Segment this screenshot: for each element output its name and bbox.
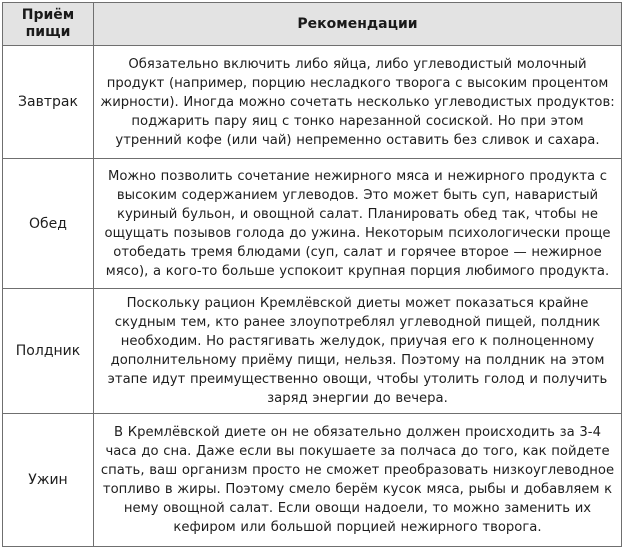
header-recommendations: Рекомендации xyxy=(94,3,622,46)
table-body xyxy=(3,46,622,547)
table-row xyxy=(3,159,622,289)
recommendation-text: В Кремлёвской диете он не обязательно должен происходить за 3-4 часа до сна. Даже если вы покушаете за полчаса до того, как пойдете спать, ваш организм просто не сможет преобразовать низкоуглеводное топливо в жиры. Поэтому смело берём кусок мяса, рыбы и добавляем к нему овощной салат. Если овощи надоели, то можно заменить их кефиром или большой порцией нежирного творога. xyxy=(94,413,622,546)
table-row xyxy=(3,289,622,413)
recommendation-text: Можно позволить сочетание нежирного мяса и нежирного продукта с высоким содержанием углеводов. Это может быть суп, наваристый куриный бульон, и овощной салат. Планировать обед так, чтобы не ощущать позывов голода до ужина. Некоторым психологически проще отобедать тремя блюдами (суп, салат и горячее второе — нежирное мясо), а кого-то больше успокоит крупная порция любимого продукта. xyxy=(94,159,622,289)
meal-name: Ужин xyxy=(3,413,94,546)
header-meal-line1: Приём xyxy=(21,7,75,23)
recommendation-text: Обязательно включить либо яйца, либо углеводистый молочный продукт (например, порцию несладкого творога с высоким процентом жирности). Иногда можно сочетать несколько углеводистых продуктов: поджарить пару яиц с тонко нарезанной сосиской. Но при этом утренний кофе (или чай) непременно оставить без сливок и сахара. xyxy=(94,46,622,159)
table-row xyxy=(3,46,622,159)
meal-name: Обед xyxy=(3,159,94,289)
header-meal-line2: пищи xyxy=(25,24,71,40)
header-row xyxy=(3,3,622,46)
recommendation-text: Поскольку рацион Кремлёвской диеты может показаться крайне скудным тем, кто ранее злоупотреблял углеводной пищей, полдник необходим. Но растягивать желудок, приучая его к полноценному дополнительному приёму пищи, нельзя. Поэтому на полдник на этом этапе идут преимущественно овощи, чтобы утолить голод и получить заряд энергии до вечера. xyxy=(94,289,622,413)
table-header xyxy=(3,3,622,46)
meal-name: Завтрак xyxy=(3,46,94,159)
header-meal xyxy=(3,3,94,46)
meal-recommendations-table xyxy=(2,2,622,547)
meal-name: Полдник xyxy=(3,289,94,413)
table-row xyxy=(3,413,622,546)
